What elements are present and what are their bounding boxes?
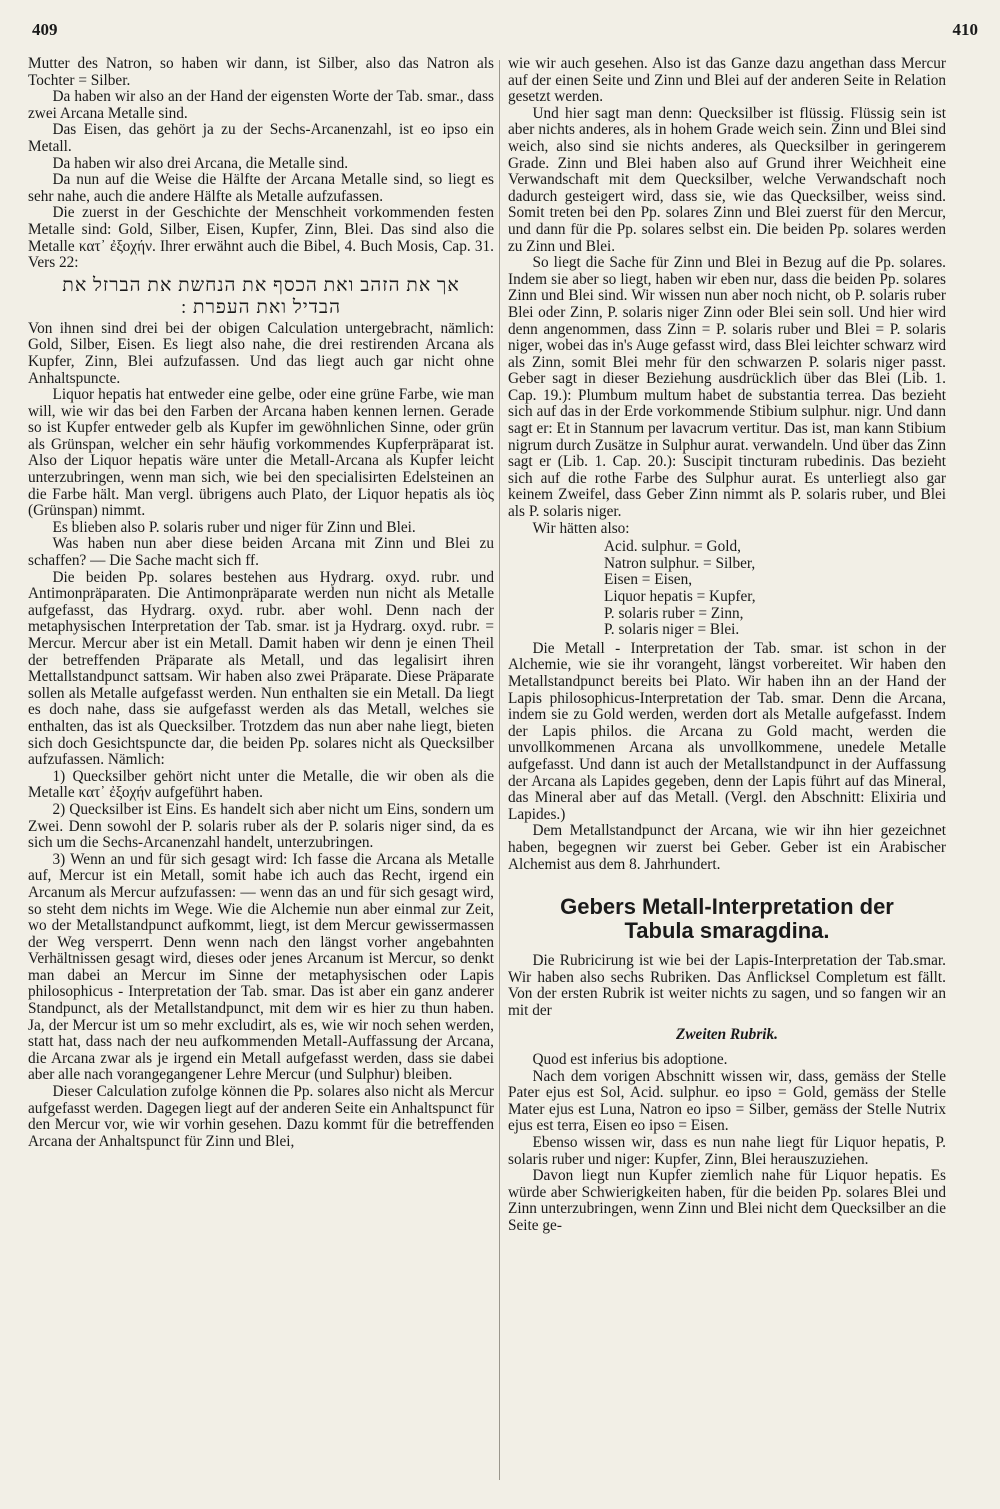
equation-item: Liquor hepatis = Kupfer, xyxy=(604,588,756,605)
paragraph: wie wir auch gesehen. Also ist das Ganze dazu angethan dass Mercur auf der einen Seite und Zinn und Blei auf der anderen Seite in Relation gesetzt werden. xyxy=(508,55,946,106)
paragraph: Die Rubricirung ist wie bei der Lapis-Interpretation der Tab.smar. Wir haben also sechs Rubriken. Das Anflicksel Completum est fällt. Von der ersten Rubrik ist weiter nichts zu sagen, und so fangen wir an mit der xyxy=(508,952,946,1019)
section-heading-line: Tabula smaragdina. xyxy=(624,918,830,944)
paragraph: Und hier sagt man denn: Quecksilber ist flüssig. Flüssig sein ist aber nichts anderes, als in hohem Grade weich sein. Zinn und Blei sind weich, also sind sie nichts anderes, als Quecksilber in geringerem Grade. Zinn und Blei haben also auf Grund ihrer Weichheit eine Verwandschaft mit dem Quecksilber, welche Verwandschaft noch dadurch gesteigert wird, dass sie, wie das Quecksilber, weiss sind. Somit treten bei den Pp. solares Zinn und Blei zuerst für den Mercur, und dann für die Pp. solares selbst ein. Die beiden Pp. solares werden zu Zinn und Blei. xyxy=(508,104,946,255)
equation-item: Acid. sulphur. = Gold, xyxy=(604,538,741,556)
hebrew-line: אך את הזהב ואת הכסף את הנחשת את הברזל את xyxy=(62,274,460,296)
paragraph: Da haben wir also drei Arcana, die Metalle sind. xyxy=(52,154,349,172)
paragraph: Mutter des Natron, so haben wir dann, ist Silber, also das Natron als Tochter = Silber. xyxy=(28,55,494,89)
column-divider xyxy=(499,60,500,1480)
hebrew-quote xyxy=(28,275,494,319)
paragraph: Liquor hepatis hat entweder eine gelbe, oder eine grüne Farbe, wie man will, wie wir das bei den Farben der Arcana haben kennen lernen. Gerade so ist Kupfer entweder gelb als Kupfer im gewöhnlichen Sinne, oder grün als Grünspan, welcher ein sehr häufig vorkommendes Kupferpräparat ist. Also der Liquor hepatis wäre unter die Metall-Arcana als Kupfer leicht unterzubringen, wenn man sich, wie bei den specialisirten Edelsteinen an die Farbe hält. Man vergl. übrigens auch Plato, der Liquor hepatis als ἰὸς (Grünspan) nimmt. xyxy=(28,386,494,520)
section-heading-line: Gebers Metall-Interpretation der xyxy=(560,894,894,920)
paragraph: Wir hätten also: xyxy=(532,519,630,537)
left-column xyxy=(28,56,494,1150)
paragraph: Quod est inferius bis adoptione. xyxy=(532,1051,728,1069)
paragraph: 2) Quecksilber ist Eins. Es handelt sich aber nicht um Eins, sondern um Zwei. Denn sowohl der P. solaris ruber als der P. solaris niger sind, da es sich um die Sechs-Arcanenzahl handelt, unterzubringen. xyxy=(28,800,494,852)
paragraph: Die zuerst in der Geschichte der Menschheit vorkommenden festen Metalle sind: Gold, Silber, Eisen, Kupfer, Zinn, Blei. Das sind also die Metalle κατ᾽ ἐξοχήν. Ihrer erwähnt auch die Bibel, 4. Buch Mosis, Cap. 31. Vers 22: xyxy=(28,204,494,272)
paragraph: So liegt die Sache für Zinn und Blei in Bezug auf die Pp. solares. Indem sie aber so liegt, haben wir eben nur, dass die beiden Pp. solares Zinn und Blei sind. Wir wissen nun aber noch nicht, ob P. solaris ruber Blei oder Zinn, P. solaris niger Zinn oder Blei sein soll. Und hier wird denn angenommen, dass Zinn = P. solaris ruber und Blei = P. solaris niger, wobei das in's Auge gefasst wird, dass Blei leichter schwarz wird als Zinn, somit Blei mehr für den schwarzen P. solaris niger passt. Geber sagt in dieser Beziehung ausdrücklich über das Blei (Lib. 1. Cap. 19.): Plumbum multum habet de substantia terrea. Das bezieht sich auf das in der Erde vorkommende Stibium sulphur. nigr. Und dann sagt er: Et in Stannum per lavacrum vertitur. Das ist, man kann Stibium nigrum durch Zusätze in Sulphur aurat. verwandeln. Und über das Zinn sagt er (Lib. 1. Cap. 20.): Suscipit tincturam rubedinis. Das bezieht sich auf die rothe Farbe des Sulphur aurat. Es unterliegt also gar keinem Zweifel, dass Geber Zinn nimmt als P. solaris ruber, und Blei als P. solaris niger. xyxy=(508,254,946,521)
page-number-right: 410 xyxy=(952,20,978,39)
paragraph: Die Metall - Interpretation der Tab. smar. ist schon in der Alchemie, wie sie ihr vorangeht, längst vorbereitet. Wir haben den Metallstandpunct bereits bei Plato. Wir haben ihn an der Hand der Lapis philosophicus-Interpretation der Tab. smar. Denn die Arcana, indem sie zu Gold werden, werden dort als Metalle aufgefasst. Indem der Lapis philos. die Arcana zu Gold macht, werden die unvollkommenen Arcana als unvollkommene, unedele Metalle aufgefasst. Und dann ist auch der Metallstandpunct in der Auffassung der Arcana als Lapides gegeben, denn der Lapis führt auf das Mineral, das Mineral aber auf das Metall. (Vergl. den Abschnitt: Elixiria und Lapides.) xyxy=(508,639,946,823)
paragraph: Ebenso wissen wir, dass es nun nahe liegt für Liquor hepatis, P. solaris ruber und niger: Kupfer, Zinn, Blei herauszuziehen. xyxy=(508,1134,946,1168)
paragraph: Da haben wir also an der Hand der eigensten Worte der Tab. smar., dass zwei Arcana Metalle sind. xyxy=(28,88,494,122)
equation-item: Eisen = Eisen, xyxy=(604,571,693,589)
paragraph: Es blieben also P. solaris ruber und niger für Zinn und Blei. xyxy=(52,518,416,536)
paragraph: Die beiden Pp. solares bestehen aus Hydrarg. oxyd. rubr. und Antimonpräparaten. Die Antimonpräparate werden nun nicht als Metalle aufgefasst, das Hydrarg. oxyd. rubr. aber wohl. Denn nach der metaphysischen Interpretation der Tab. smar. ist ja Hydrarg. oxyd. rubr. = Mercur. Mercur aber ist ein Metall. Damit haben wir denn je einen Theil der betreffenden Präparate als Metall, und das legalisirt ihren Mettallstandpunct sattsam. Wir haben also zwei Präparate. Diese Präparate sollen als Metalle aufgefasst werden. Nun enthalten sie ein Metall. Da liegt es doch nahe, dass sie aufgefasst werden als das Metall, welches sie enthalten, das ist als Quecksilber. Trotzdem das nun aber nahe liegt, bieten sich doch Gesichtspuncte dar, die beiden Pp. solares nicht als Quecksilber aufzufassen. Nämlich: xyxy=(28,568,494,769)
page-number-left: 409 xyxy=(32,20,58,39)
paragraph: Von ihnen sind drei bei der obigen Calculation untergebracht, nämlich: Gold, Silber, Eisen. Es liegt also nahe, die drei restirenden Arcana als Kupfer, Zinn, Blei aufzufassen. Und das liegt auch gar nicht ohne Anhaltspuncte. xyxy=(28,319,494,387)
equation-item: P. solaris niger = Blei. xyxy=(604,621,740,639)
paragraph: Davon liegt nun Kupfer ziemlich nahe für Liquor hepatis. Es würde aber Schwierigkeiten haben, für die beiden Pp. solares Blei und Zinn unterzubringen, wenn Zinn und Blei nicht dem Quecksilber an die Seite ge- xyxy=(508,1167,946,1234)
paragraph: Was haben nun aber diese beiden Arcana mit Zinn und Blei zu schaffen? — Die Sache macht sich ff. xyxy=(28,535,494,570)
paragraph: 1) Quecksilber gehört nicht unter die Metalle, die wir oben als die Metalle κατ᾽ ἐξοχήν aufgeführt haben. xyxy=(28,767,494,802)
paragraph: Das Eisen, das gehört ja zu der Sechs-Arcanenzahl, ist eo ipso ein Metall. xyxy=(28,121,494,155)
paragraph: Da nun auf die Weise die Hälfte der Arcana Metalle sind, so liegt es sehr nahe, auch die andere Hälfte als Metalle aufzufassen. xyxy=(28,171,494,205)
subsection-heading: Zweiten Rubrik. xyxy=(676,1026,778,1044)
paragraph: Nach dem vorigen Abschnitt wissen wir, dass, gemäss der Stelle Pater ejus est Sol, Acid. sulphur. eo ipso = Gold, gemäss der Stelle Mater ejus est Luna, Natron eo ipso = Silber, gemäss der Stelle Nutrix ejus est terra, Eisen eo ipso = Eisen. xyxy=(508,1067,946,1135)
right-column xyxy=(508,56,946,1235)
paragraph: 3) Wenn an und für sich gesagt wird: Ich fasse die Arcana als Metalle auf, Mercur ist ein Metall, somit habe ich auch das Recht, irgend ein Arcanum als Mercur aufzufassen: — wenn das an und für sich gesagt wird, so steht dem nichts im Wege. Wie die Alchemie nun aber einmal zur Zeit, wo der Metallstandpunct aufkommt, liegt, ist dem Mercur gewissermassen der Weg versperrt. Denn wenn nach den längst vorher angebahnten Verhältnissen gesagt wird, dieses oder jenes Arcanum ist Mercur, so denkt man dabei an Mercur im Sinne der metaphysischen oder Lapis philosophicus - Interpretation der Tab. smar. Das ist aber ein ganz anderer Standpunct, als der Metallstandpunct, mit dem wir es hier zu thun haben. Ja, der Mercur ist um so mehr excludirt, als es, wie wir noch sehen werden, statt hat, dass nach der neu aufkommenden Metall-Auffassung der Arcana, die Arcana zwar als je irgend ein Metall aufgefasst werden, dass sie dabei aber alle nach vorangegangener Lehre Mercur (und Sulphur) bleiben. xyxy=(28,850,494,1084)
paragraph: Dem Metallstandpunct der Arcana, wie wir ihn hier gezeichnet haben, begegnen wir zuerst bei Geber. Geber ist ein Arabischer Alchemist aus dem 8. Jahrhundert. xyxy=(508,822,946,873)
hebrew-line: הבדיל ואת העפרת : xyxy=(180,296,342,318)
section-heading xyxy=(508,895,946,943)
equation-item: Natron sulphur. = Silber, xyxy=(604,554,756,572)
paragraph: Dieser Calculation zufolge können die Pp. solares also nicht als Mercur aufgefasst werden. Dagegen liegt auf der anderen Seite ein Anhaltspunct für den Mercur vor, wie wir vorhin gesehen. Dazu kommt für die betreffenden Arcana der Anhaltspunct für Zinn und Blei, xyxy=(28,1083,494,1150)
equation-list xyxy=(604,539,946,639)
equation-item: P. solaris ruber = Zinn, xyxy=(604,604,744,622)
